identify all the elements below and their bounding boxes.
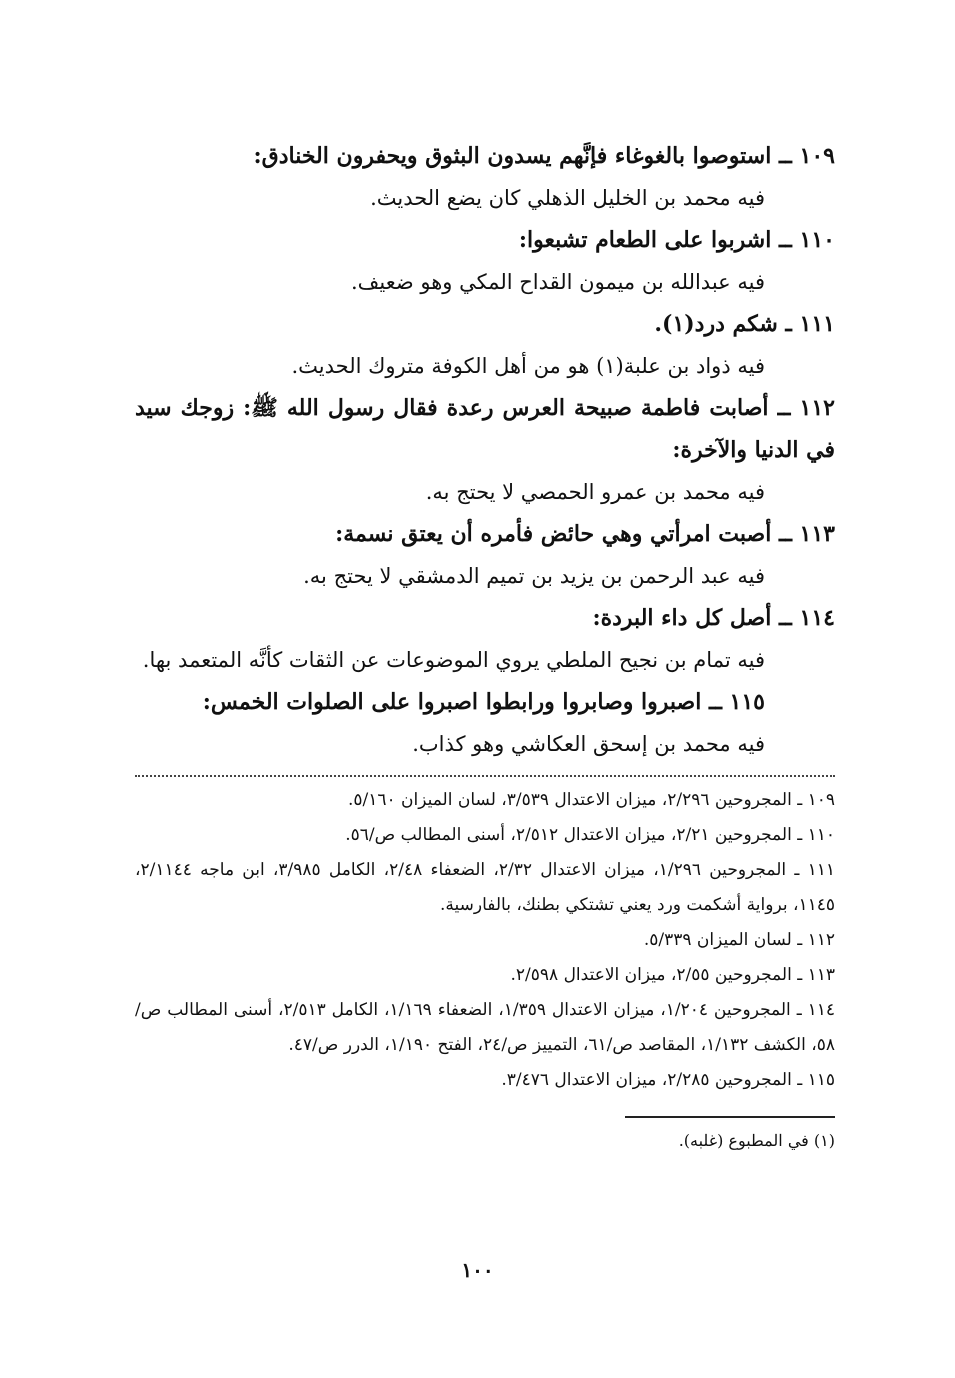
footnote-separator — [135, 775, 835, 777]
entry-110-heading: ١١٠ ــ اشربوا على الطعام تشبعوا: — [518, 227, 835, 253]
entry-113-text: فيه عبد الرحمن بن يزيد بن تميم الدمشقي لا يحتج به. — [303, 564, 765, 588]
entry-115-heading: ١١٥ ــ اصبروا وصابروا ورابطوا اصبروا على الصلوات الخمس: — [202, 689, 765, 715]
entry-112-heading: ١١٢ ــ أصابت فاطمة صبيحة العرس رعدة فقال رسول الله ﷺ: زوجك سيد في الدنيا والآخرة: — [135, 395, 835, 463]
entry-114-heading: ١١٤ ــ أصل كل داء البردة: — [592, 605, 835, 631]
footnote-114: ١١٤ ـ المجروحين ١/٢٠٤، ميزان الاعتدال ١/٣٥٩، الضعفاء ١/١٦٩، الكامل ٢/٥١٣، أسنى المطالب ص/٥٨، الكشف ١/١٣٢، المقاصد ص/٦١، التمييز ص/٢٤، الفتح ١/١٩٠، الدرر ص/٤٧. — [135, 1000, 835, 1055]
entry-114-text: فيه تمام بن نجيح الملطي يروي الموضوعات عن الثقات كأنَّه المتعمد بها. — [142, 648, 765, 672]
entry-111-text: فيه ذواد بن علبة(١) هو من أهل الكوفة متروك الحديث. — [291, 354, 765, 378]
entry-110-text: فيه عبدالله بن ميمون القداح المكي وهو ضعيف. — [350, 270, 765, 294]
entry-111-heading: ١١١ ـ شكم درد(١). — [654, 311, 835, 337]
note-rule — [625, 1116, 835, 1118]
entry-112-text: فيه محمد بن عمرو الحمصي لا يحتج به. — [425, 480, 765, 504]
footnote-110: ١١٠ ـ المجروحين ٢/٢١، ميزان الاعتدال ٢/٥١٢، أسنى المطالب ص/٥٦. — [345, 825, 835, 845]
editor-note: (١) في المطبوع (غلبه). — [678, 1131, 835, 1150]
footnote-115: ١١٥ ـ المجروحين ٢/٢٨٥، ميزان الاعتدال ٣/٤٧٦. — [501, 1070, 835, 1090]
page-content — [135, 135, 835, 1156]
entry-109-heading: ١٠٩ ــ استوصوا بالغوغاء فإنَّهم يسدون البثوق ويحفرون الخنادق: — [253, 143, 835, 169]
footnote-113: ١١٣ ـ المجروحين ٢/٥٥، ميزان الاعتدال ٢/٥٩٨. — [510, 965, 835, 985]
footnote-111: ١١١ ـ المجروحين ١/٢٩٦، ميزان الاعتدال ٢/٣٢، الضعفاء ٢/٤٨، الكامل ٣/٩٨٥، ابن ماجه ٢/١١٤٤، ١١٤٥، برواية أشكمت ورد يعني تشتكي بطنك، بالفارسية. — [135, 860, 835, 915]
entry-115-text: فيه محمد بن إسحق العكاشي وهو كذاب. — [412, 732, 765, 756]
page-number: ١٠٠ — [461, 1258, 494, 1282]
footnote-112: ١١٢ ـ لسان الميزان ٥/٣٣٩. — [643, 930, 835, 950]
entry-109-text: فيه محمد بن الخليل الذهلي كان يضع الحديث. — [370, 186, 765, 210]
footnote-109: ١٠٩ ـ المجروحين ٢/٢٩٦، ميزان الاعتدال ٣/٥٣٩، لسان الميزان ٥/١٦٠. — [347, 790, 835, 810]
entry-113-heading: ١١٣ ــ أصبت امرأتي وهي حائض فأمره أن يعتق نسمة: — [335, 521, 835, 547]
